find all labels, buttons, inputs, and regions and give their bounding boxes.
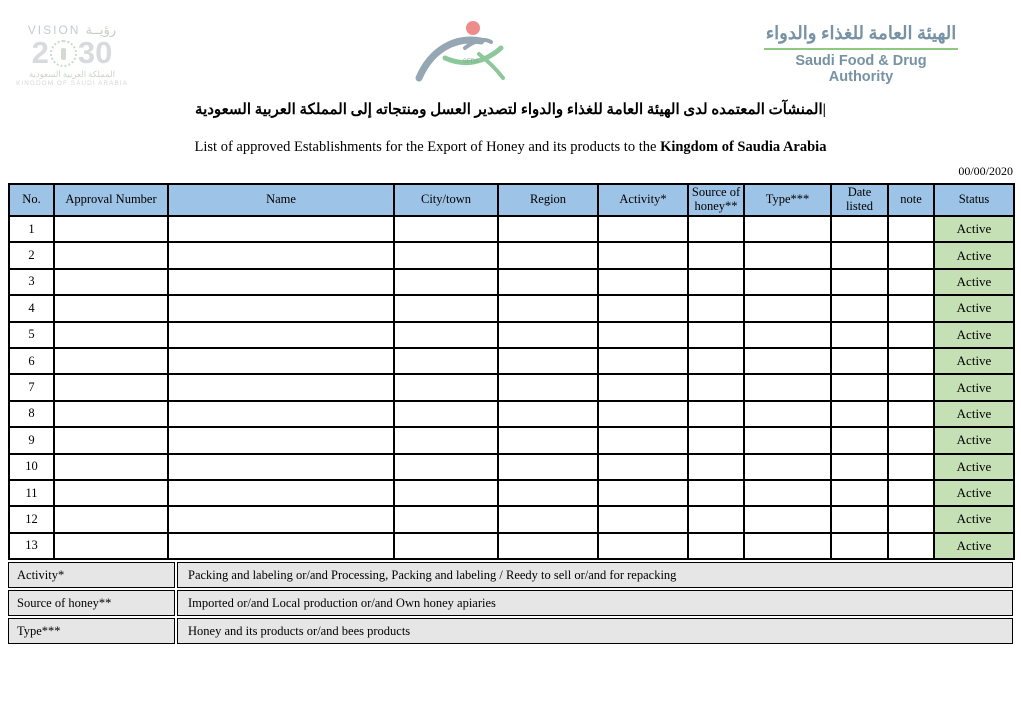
empty-cell [688,374,744,400]
empty-cell [831,454,888,480]
sfda-wordmark-arabic: الهيئة العامة للغذاء والدواء [765,23,957,43]
empty-cell [498,216,598,242]
vision-year-left: 2 [31,35,49,70]
col-header-note: note [888,184,934,216]
sfda-wordmark-english: Saudi Food & Drug Authority [795,53,927,85]
empty-cell [744,242,831,268]
col-header-source-of-honey: Source of honey** [688,184,744,216]
empty-cell [54,295,168,321]
empty-cell [688,216,744,242]
status-cell: Active [934,348,1014,374]
table-row [9,348,1014,374]
empty-cell [688,506,744,532]
empty-cell [598,454,688,480]
col-header-no: No. [9,184,54,216]
empty-cell [54,506,168,532]
empty-cell [888,454,934,480]
empty-cell [744,454,831,480]
title-english [0,139,1021,156]
empty-cell [598,216,688,242]
empty-cell [688,295,744,321]
empty-cell [744,533,831,559]
empty-cell [744,269,831,295]
table-row [9,427,1014,453]
vision-year [16,35,128,70]
empty-cell [54,480,168,506]
empty-cell [831,348,888,374]
sfda-wordmark [762,22,960,85]
empty-cell [744,374,831,400]
col-header-approval-number: Approval Number [54,184,168,216]
vision-2030-logo [16,22,128,87]
status-cell: Active [934,269,1014,295]
empty-cell [498,374,598,400]
row-number: 10 [9,454,54,480]
empty-cell [498,269,598,295]
table-row [9,506,1014,532]
empty-cell [888,374,934,400]
vision-kingdom-english: KINGDOM OF SAUDI ARABIA [16,80,128,87]
empty-cell [744,295,831,321]
empty-cell [498,427,598,453]
status-cell: Active [934,295,1014,321]
empty-cell [888,322,934,348]
empty-cell [168,454,394,480]
row-number: 4 [9,295,54,321]
title-english-bold: Kingdom of Saudia Arabia [660,139,827,155]
empty-cell [54,216,168,242]
table-row [9,242,1014,268]
empty-cell [688,242,744,268]
empty-cell [394,269,498,295]
empty-cell [744,348,831,374]
status-cell: Active [934,427,1014,453]
empty-cell [688,401,744,427]
empty-cell [744,216,831,242]
empty-cell [168,295,394,321]
empty-cell [168,401,394,427]
sfda-swoosh-icon [405,14,517,88]
empty-cell [394,401,498,427]
col-header-date-listed: Date listed [831,184,888,216]
empty-cell [498,242,598,268]
vision-kingdom-arabic: المملكة العربية السعودية [28,69,116,79]
table-row [9,374,1014,400]
empty-cell [688,269,744,295]
empty-cell [688,533,744,559]
empty-cell [54,533,168,559]
empty-cell [888,269,934,295]
empty-cell [394,295,498,321]
row-number: 3 [9,269,54,295]
row-number: 5 [9,322,54,348]
empty-cell [688,480,744,506]
vision-arabic-word: رؤيــة [85,22,117,37]
empty-cell [394,348,498,374]
empty-cell [831,506,888,532]
title-english-prefix: List of approved Establishments for the Export of Honey and its products to the [194,139,661,155]
legend-row-source-of-honey [8,590,1013,616]
sfda-mark-caption: SFDA [463,59,480,65]
empty-cell [831,269,888,295]
empty-cell [394,322,498,348]
row-number: 12 [9,506,54,532]
row-number: 7 [9,374,54,400]
empty-cell [688,454,744,480]
empty-cell [598,295,688,321]
vision-text: VISION [27,23,81,37]
empty-cell [168,480,394,506]
col-header-status: Status [934,184,1014,216]
empty-cell [394,506,498,532]
empty-cell [168,374,394,400]
empty-cell [744,506,831,532]
empty-cell [744,427,831,453]
empty-cell [598,427,688,453]
establishments-table [8,183,1015,560]
table-row [9,269,1014,295]
row-number: 11 [9,480,54,506]
empty-cell [888,295,934,321]
empty-cell [831,242,888,268]
col-header-region: Region [498,184,598,216]
title-arabic: |المنشآت المعتمده لدى الهيئة العامة للغذاء والدواء لتصدير العسل ومنتجاته إلى المملكة العربية السعودية [195,102,826,118]
empty-cell [394,454,498,480]
empty-cell [168,427,394,453]
row-number: 1 [9,216,54,242]
empty-cell [744,401,831,427]
empty-cell [598,269,688,295]
empty-cell [394,427,498,453]
empty-cell [831,480,888,506]
saudi-emblem-icon [50,40,77,67]
empty-cell [688,427,744,453]
empty-cell [54,374,168,400]
empty-cell [498,295,598,321]
empty-cell [888,506,934,532]
empty-cell [54,242,168,268]
empty-cell [54,269,168,295]
legend-row-activity [8,562,1013,588]
empty-cell [598,480,688,506]
empty-cell [54,322,168,348]
empty-cell [744,322,831,348]
empty-cell [498,322,598,348]
legend-table [8,562,1013,644]
status-cell: Active [934,401,1014,427]
empty-cell [394,374,498,400]
empty-cell [498,348,598,374]
sfda-logo [405,14,517,88]
status-cell: Active [934,322,1014,348]
empty-cell [394,216,498,242]
col-header-name: Name [168,184,394,216]
empty-cell [598,322,688,348]
table-row [9,480,1014,506]
empty-cell [831,374,888,400]
empty-cell [168,216,394,242]
empty-cell [168,269,394,295]
empty-cell [394,242,498,268]
vision-year-right: 30 [77,35,113,70]
status-cell: Active [934,242,1014,268]
row-number: 6 [9,348,54,374]
empty-cell [498,506,598,532]
empty-cell [598,348,688,374]
status-cell: Active [934,216,1014,242]
legend-label: Source of honey** [8,590,175,616]
empty-cell [168,322,394,348]
empty-cell [831,295,888,321]
legend-row-type [8,618,1013,644]
empty-cell [394,533,498,559]
table-row [9,533,1014,559]
empty-cell [888,427,934,453]
empty-cell [394,480,498,506]
table-row [9,401,1014,427]
empty-cell [498,454,598,480]
empty-cell [168,533,394,559]
status-cell: Active [934,374,1014,400]
empty-cell [598,506,688,532]
empty-cell [888,348,934,374]
empty-cell [598,401,688,427]
legend-text: Honey and its products or/and bees products [177,618,1013,644]
empty-cell [831,427,888,453]
status-cell: Active [934,480,1014,506]
legend-label: Activity* [8,562,175,588]
table-area [8,183,1013,644]
empty-cell [888,242,934,268]
empty-cell [54,401,168,427]
row-number: 9 [9,427,54,453]
row-number: 8 [9,401,54,427]
empty-cell [831,533,888,559]
status-cell: Active [934,533,1014,559]
empty-cell [688,322,744,348]
legend-text: Imported or/and Local production or/and Own honey apiaries [177,590,1013,616]
empty-cell [168,242,394,268]
empty-cell [498,480,598,506]
empty-cell [598,242,688,268]
empty-cell [831,216,888,242]
table-row [9,454,1014,480]
col-header-city-town: City/town [394,184,498,216]
empty-cell [888,401,934,427]
empty-cell [888,533,934,559]
row-number: 2 [9,242,54,268]
empty-cell [831,401,888,427]
table-row [9,295,1014,321]
status-cell: Active [934,506,1014,532]
table-header [9,184,1014,216]
empty-cell [498,533,598,559]
status-cell: Active [934,454,1014,480]
row-number: 13 [9,533,54,559]
empty-cell [598,374,688,400]
empty-cell [54,427,168,453]
legend-label: Type*** [8,618,175,644]
empty-cell [888,216,934,242]
legend-text: Packing and labeling or/and Processing, Packing and labeling / Reedy to sell or/and for repacking [177,562,1013,588]
empty-cell [54,454,168,480]
table-body [9,216,1014,559]
empty-cell [498,401,598,427]
empty-cell [888,480,934,506]
empty-cell [54,348,168,374]
empty-cell [831,322,888,348]
empty-cell [744,480,831,506]
date-label: 00/00/2020 [958,164,1013,178]
empty-cell [168,348,394,374]
empty-cell [168,506,394,532]
table-row [9,216,1014,242]
col-header-type: Type*** [744,184,831,216]
table-row [9,322,1014,348]
empty-cell [598,533,688,559]
green-divider [764,48,958,50]
empty-cell [688,348,744,374]
col-header-activity: Activity* [598,184,688,216]
